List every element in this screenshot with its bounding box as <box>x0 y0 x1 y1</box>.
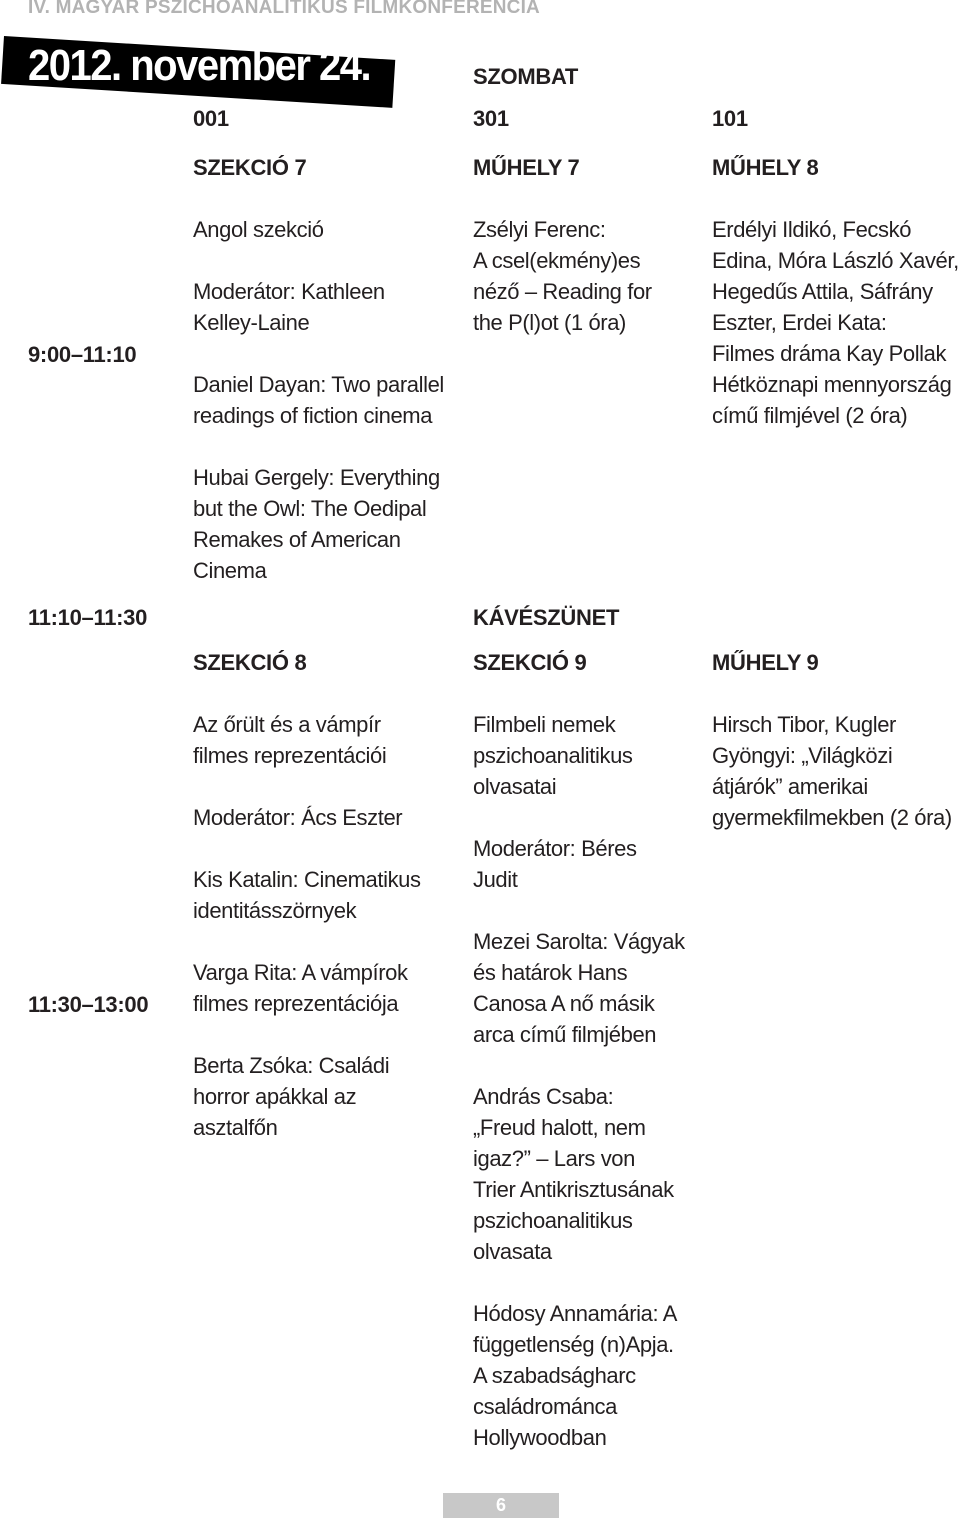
schedule-line: horror apákkal az <box>193 1084 357 1109</box>
day-label: SZOMBAT <box>473 64 579 89</box>
schedule-line: Mezei Sarolta: Vágyak <box>473 929 685 954</box>
coffee-break-label: KÁVÉSZÜNET <box>473 605 620 630</box>
schedule-line: Canosa A nő másik <box>473 991 655 1016</box>
schedule-line: Hollywoodban <box>473 1425 607 1450</box>
schedule-line: Zsélyi Ferenc: <box>473 217 606 242</box>
schedule-line: Daniel Dayan: Two parallel <box>193 372 444 397</box>
schedule-line: „Freud halott, nem <box>473 1115 646 1140</box>
schedule-line: Judit <box>473 867 518 892</box>
schedule-line: filmes reprezentációja <box>193 991 399 1016</box>
schedule-line: Hirsch Tibor, Kugler <box>712 712 896 737</box>
conference-title: IV. MAGYAR PSZICHOANALITIKUS FILMKONFERENCIA <box>28 0 540 18</box>
schedule-line: the P(l)ot (1 óra) <box>473 310 626 335</box>
schedule-line: A szabadságharc <box>473 1363 636 1388</box>
schedule-line: András Csaba: <box>473 1084 614 1109</box>
time-slot-2: 11:30–13:00 <box>28 992 149 1017</box>
schedule-line: családrománca <box>473 1394 617 1419</box>
session-szekcio-8: SZEKCIÓ 8 <box>193 650 307 675</box>
schedule-line: című filmjével (2 óra) <box>712 403 908 428</box>
schedule-line: Edina, Móra László Xavér, <box>712 248 959 273</box>
schedule-line: pszichoanalitikus <box>473 1208 633 1233</box>
schedule-line: identitásszörnyek <box>193 898 357 923</box>
schedule-line: és határok Hans <box>473 960 628 985</box>
schedule-line: Kis Katalin: Cinematikus <box>193 867 421 892</box>
schedule-line: Erdélyi Ildikó, Fecskó <box>712 217 912 242</box>
schedule-line: Remakes of American <box>193 527 401 552</box>
schedule-line: Hubai Gergely: Everything <box>193 465 440 490</box>
room-001: 001 <box>193 106 229 131</box>
schedule-line: gyermekfilmekben (2 óra) <box>712 805 952 830</box>
schedule-line: but the Owl: The Oedipal <box>193 496 427 521</box>
schedule-line: filmes reprezentációi <box>193 743 387 768</box>
schedule-line: Moderátor: Béres <box>473 836 637 861</box>
room-301: 301 <box>473 106 509 131</box>
schedule-line: olvasatai <box>473 774 557 799</box>
schedule-line: pszichoanalitikus <box>473 743 633 768</box>
session-muhely-7: MŰHELY 7 <box>473 155 580 180</box>
schedule-line: arca című filmjében <box>473 1022 657 1047</box>
schedule-line: függetlenség (n)Apja. <box>473 1332 674 1357</box>
event-date: 2012. november 24. <box>28 42 371 90</box>
schedule-line: A csel(ekmény)es <box>473 248 641 273</box>
session-muhely-8: MŰHELY 8 <box>712 155 819 180</box>
schedule-line: Moderátor: Ács Eszter <box>193 805 403 830</box>
schedule-line: Hódosy Annamária: A <box>473 1301 677 1326</box>
schedule-line: igaz?” – Lars von <box>473 1146 635 1171</box>
session-szekcio-9: SZEKCIÓ 9 <box>473 650 587 675</box>
schedule-line: néző – Reading for <box>473 279 652 304</box>
schedule-line: Berta Zsóka: Családi <box>193 1053 390 1078</box>
schedule-line: Filmbeli nemek <box>473 712 616 737</box>
schedule-line: readings of fiction cinema <box>193 403 433 428</box>
room-101: 101 <box>712 106 748 131</box>
schedule-line: Filmes dráma Kay Pollak <box>712 341 947 366</box>
schedule-line: Kelley-Laine <box>193 310 310 335</box>
schedule-line: Az őrült és a vámpír <box>193 712 381 737</box>
page-number: 6 <box>443 1493 559 1518</box>
schedule-line: asztalfőn <box>193 1115 278 1140</box>
session-szekcio-7: SZEKCIÓ 7 <box>193 155 307 180</box>
schedule-line: Moderátor: Kathleen <box>193 279 385 304</box>
time-slot-1: 9:00–11:10 <box>28 342 137 367</box>
schedule-line: Hegedűs Attila, Sáfrány <box>712 279 933 304</box>
schedule-line: átjárók” amerikai <box>712 774 868 799</box>
schedule-line: Angol szekció <box>193 217 324 242</box>
schedule-line: Eszter, Erdei Kata: <box>712 310 887 335</box>
schedule-line: olvasata <box>473 1239 552 1264</box>
schedule-line: Varga Rita: A vámpírok <box>193 960 408 985</box>
schedule-line: Cinema <box>193 558 267 583</box>
session-muhely-9: MŰHELY 9 <box>712 650 819 675</box>
schedule-line: Gyöngyi: „Világközi <box>712 743 893 768</box>
schedule-line: Trier Antikrisztusának <box>473 1177 674 1202</box>
schedule-line: Hétköznapi mennyország <box>712 372 952 397</box>
time-slot-break: 11:10–11:30 <box>28 605 148 630</box>
